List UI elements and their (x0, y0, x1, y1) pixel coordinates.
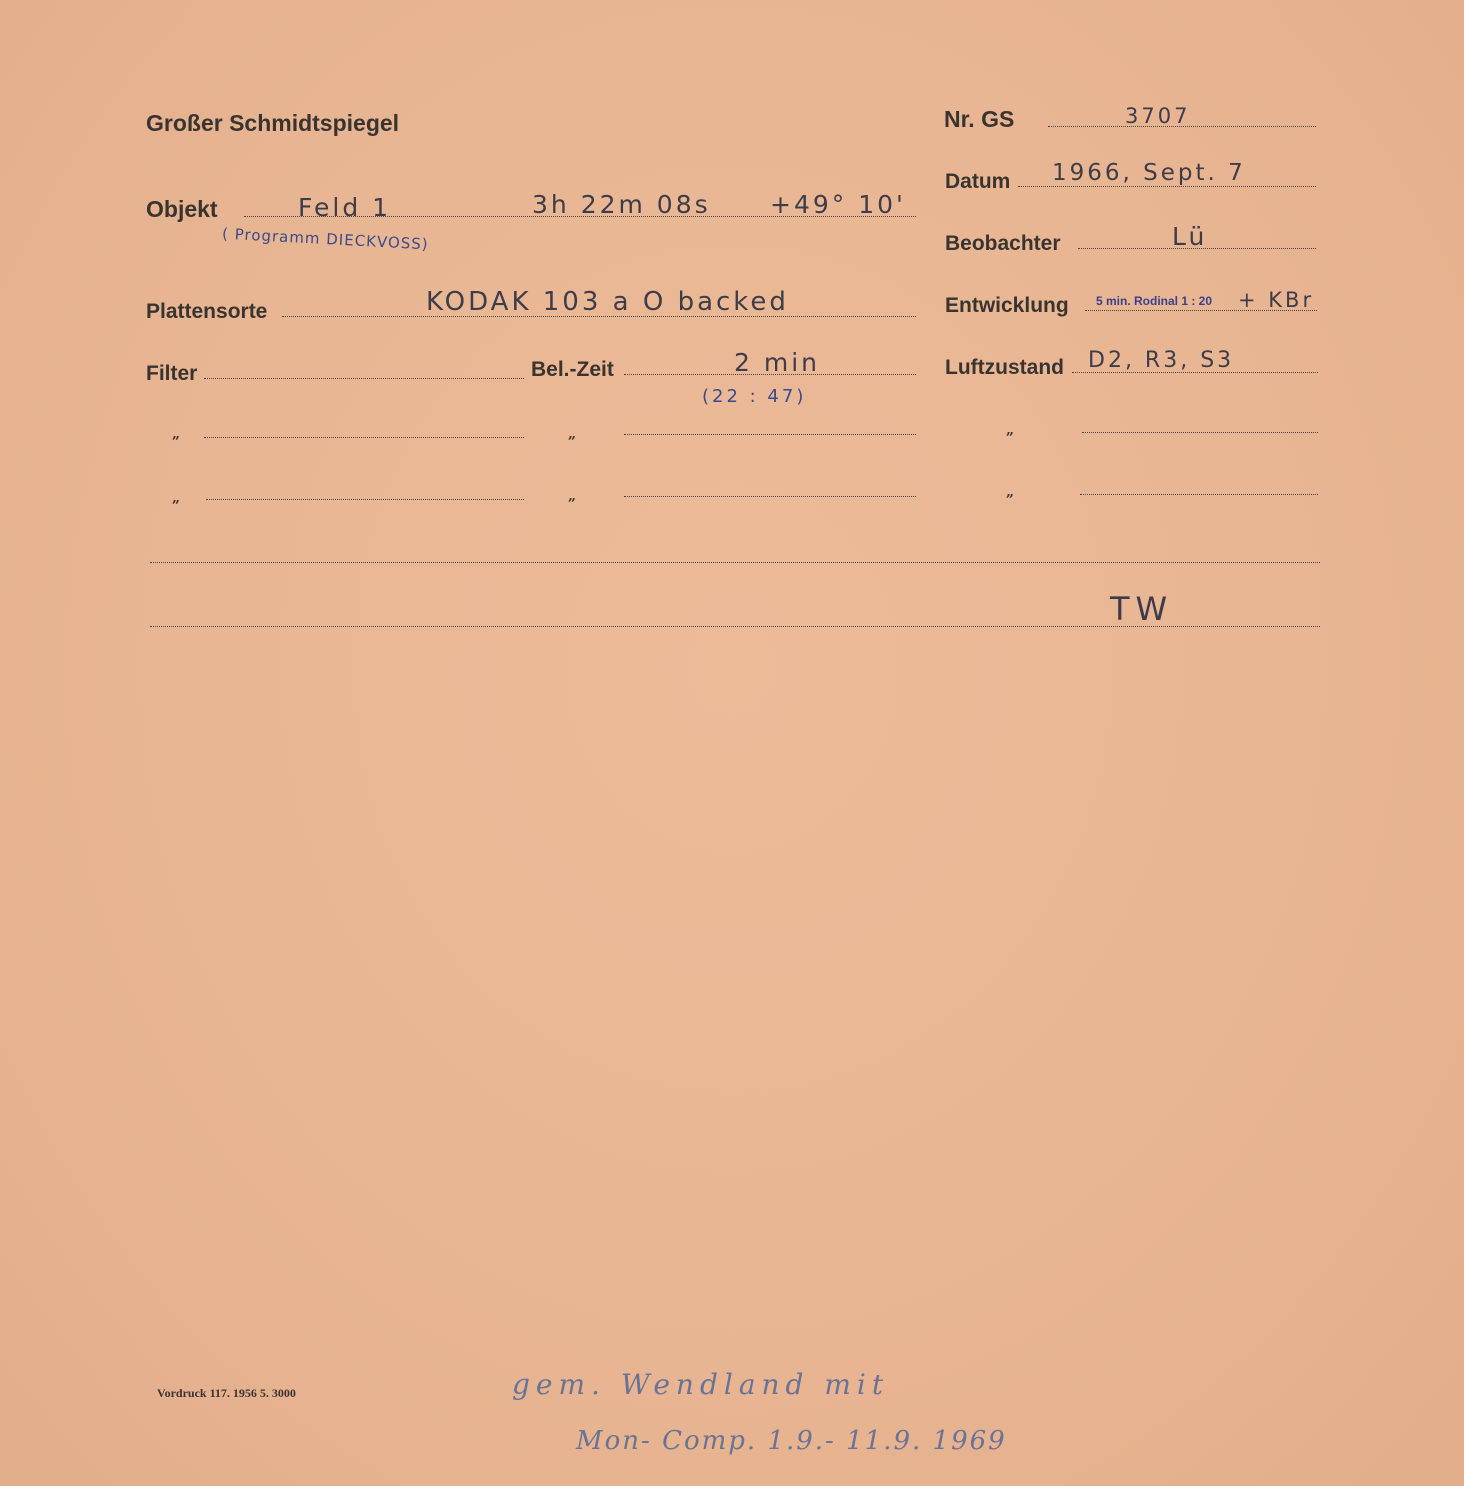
ditto-mark: „ (172, 426, 181, 442)
ditto-mark: „ (1006, 422, 1015, 438)
ditto-mark: „ (172, 490, 181, 506)
objekt-label: Objekt (146, 196, 218, 222)
belzeit-time: (22 : 47) (702, 386, 807, 407)
remarks-line (150, 562, 1320, 563)
entwicklung-value: + KBr (1238, 288, 1315, 312)
ditto-mark: „ (568, 426, 577, 442)
filter-label: Filter (146, 362, 198, 385)
luftzustand-value: D2, R3, S3 (1088, 348, 1235, 373)
ditto-mark: „ (1006, 484, 1015, 500)
nr-value: 3707 (1125, 104, 1191, 128)
form-title: Großer Schmidtspiegel (146, 110, 400, 136)
ditto-line (204, 437, 524, 438)
objekt-value: Feld 1 (298, 193, 392, 222)
pencil-note-line1: gem. Wendland mit (512, 1368, 890, 1401)
luftzustand-label: Luftzustand (945, 356, 1064, 379)
belzeit-value: 2 min (734, 348, 820, 377)
objekt-ra: 3h 22m 08s (532, 190, 711, 219)
ditto-line (1082, 432, 1318, 433)
ditto-mark: „ (568, 488, 577, 504)
entwicklung-stamp: 5 min. Rodinal 1 : 20 (1096, 294, 1213, 308)
ditto-line (1080, 494, 1318, 495)
pencil-note-line2: Mon- Comp. 1.9.- 11.9. 1969 (576, 1426, 1007, 1456)
datum-label: Datum (945, 170, 1011, 193)
nr-label: Nr. GS (944, 106, 1015, 132)
ditto-line (624, 496, 916, 497)
initials: TW (1110, 590, 1174, 628)
datum-line (1018, 186, 1316, 187)
objekt-note: ( Programm DIECKVOSS) (221, 224, 430, 254)
beobachter-label: Beobachter (945, 232, 1061, 255)
print-info: Vordruck 117. 1956 5. 3000 (157, 1386, 296, 1400)
ditto-line (624, 434, 916, 435)
ditto-line (206, 499, 524, 500)
beobachter-value: Lü (1172, 222, 1208, 251)
datum-value: 1966, Sept. 7 (1052, 160, 1246, 186)
entwicklung-label: Entwicklung (945, 294, 1069, 317)
objekt-dec: +49° 10' (770, 190, 906, 219)
filter-line (204, 378, 524, 379)
plattensorte-value: KODAK 103 a O backed (426, 287, 789, 317)
plattensorte-label: Plattensorte (146, 300, 268, 323)
belzeit-label: Bel.-Zeit (531, 358, 614, 381)
